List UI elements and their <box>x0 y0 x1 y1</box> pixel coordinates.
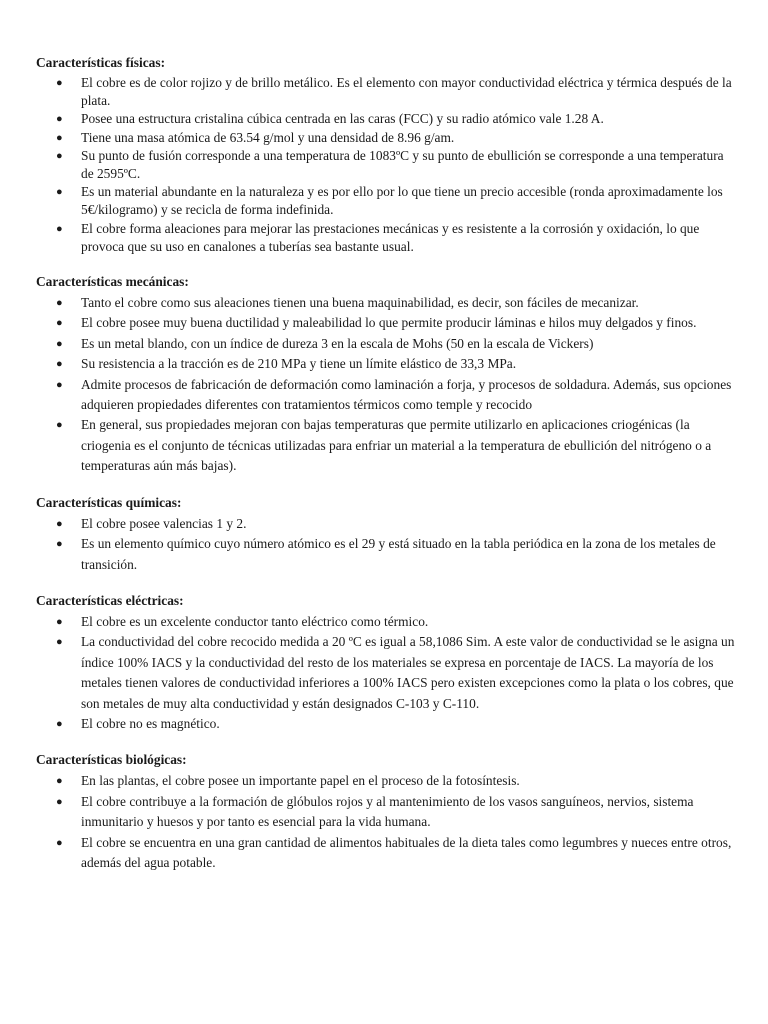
bullet-icon: ● <box>56 419 63 432</box>
section-caracteristicas-mecanicas <box>36 273 736 477</box>
list-item <box>36 147 736 183</box>
list-item <box>36 514 736 534</box>
list-item-text: El cobre contribuye a la formación de glóbulos rojos y al mantenimiento de los vasos sanguíneos, nervios, sistema inmunitario y huesos y por tanto es esencial para la vida humana. <box>81 793 694 830</box>
list-item-text: El cobre es de color rojizo y de brillo metálico. Es el elemento con mayor conductividad eléctrica y térmica después de la plata. <box>81 75 732 109</box>
bullet-list <box>36 612 736 734</box>
list-item <box>36 632 736 714</box>
bullet-icon: ● <box>56 775 63 788</box>
bullet-list <box>36 514 736 575</box>
bullet-icon: ● <box>56 297 63 310</box>
list-item <box>36 220 736 256</box>
document-body <box>36 54 736 890</box>
bullet-icon: ● <box>56 378 63 391</box>
list-item-text: Su resistencia a la tracción es de 210 MPa y tiene un límite elástico de 33,3 MPa. <box>81 356 517 372</box>
bullet-icon: ● <box>56 717 63 730</box>
list-item <box>36 129 736 147</box>
list-item-text: Es un elemento químico cuyo número atómico es el 29 y está situado en la tabla periódica en la zona de los metales de transición. <box>81 536 716 572</box>
bullet-icon: ● <box>56 186 63 199</box>
list-item <box>36 183 736 219</box>
list-item-text: En general, sus propiedades mejoran con bajas temperaturas que permite utilizarlo en aplicaciones criogénicas (la criogenia es el conjunto de técnicas utilizadas para enfriar un material a la temperatura de ebullición del nitrógeno o a temperaturas aún más bajas). <box>81 417 712 474</box>
section-caracteristicas-biologicas <box>36 751 736 873</box>
section-heading: Características químicas: <box>36 494 182 510</box>
bullet-icon: ● <box>56 337 63 350</box>
list-item-text: Es un material abundante en la naturaleza y es por ello por lo que tiene un precio accesible (ronda aproximadamente los 5€/kilogramo) y se recicla de forma indefinida. <box>81 184 723 218</box>
bullet-icon: ● <box>56 149 63 162</box>
list-item <box>36 771 736 791</box>
bullet-icon: ● <box>56 77 63 89</box>
list-item-text: El cobre se encuentra en una gran cantidad de alimentos habituales de la dieta tales como legumbres y nueces entre otros, además del agua potable. <box>81 834 732 870</box>
bullet-icon: ● <box>56 113 63 126</box>
bullet-icon: ● <box>56 538 63 551</box>
bullet-list <box>36 74 736 256</box>
list-item-text: Posee una estructura cristalina cúbica centrada en las caras (FCC) y su radio atómico vale 1.28 A. <box>81 111 604 127</box>
bullet-icon: ● <box>56 836 63 849</box>
list-item <box>36 612 736 632</box>
bullet-icon: ● <box>56 222 63 235</box>
list-item <box>36 334 736 354</box>
list-item-text: Tanto el cobre como sus aleaciones tienen una buena maquinabilidad, es decir, son fáciles de mecanizar. <box>81 295 639 311</box>
list-item-text: Su punto de fusión corresponde a una temperatura de 1083ºC y su punto de ebullición se corresponde a una temperatura de 2595ºC. <box>81 147 724 182</box>
list-item-text: La conductividad del cobre recocido medida a 20 ºC es igual a 58,1086 Sim. A este valor de conductividad se le asigna un índice 100% IACS y la conductividad del resto de los materiales se expresa en porcentaje de IACS. La mayoría de los metales tienen valores de conductividad inferiores a 100% IACS pero existen excepciones como la plata o los cobres, que son metales de muy alta conductividad y están designados C-103 y C-110. <box>81 634 735 711</box>
list-item-text: Tiene una masa atómica de 63.54 g/mol y una densidad de 8.96 g/am. <box>81 129 455 145</box>
list-item-text: Admite procesos de fabricación de deformación como laminación a forja, y procesos de soldadura. Además, sus opciones adquieren propiedades diferentes con tratamientos térmicos como temple y recocido <box>81 376 732 413</box>
list-item <box>36 534 736 575</box>
bullet-list <box>36 293 736 477</box>
list-item <box>36 833 736 874</box>
list-item <box>36 714 736 734</box>
list-item <box>36 354 736 374</box>
list-item-text: En las plantas, el cobre posee un importante papel en el proceso de la fotosíntesis. <box>81 773 520 789</box>
list-item <box>36 110 736 128</box>
bullet-icon: ● <box>56 636 63 649</box>
list-item-text: El cobre es un excelente conductor tanto eléctrico como térmico. <box>81 613 429 629</box>
list-item <box>36 74 736 110</box>
bullet-icon: ● <box>56 517 63 530</box>
section-caracteristicas-quimicas <box>36 494 736 575</box>
list-item-text: Es un metal blando, con un índice de dureza 3 en la escala de Mohs (50 en la escala de Vickers) <box>81 335 594 351</box>
bullet-icon: ● <box>56 358 63 371</box>
bullet-icon: ● <box>56 615 63 628</box>
bullet-list <box>36 771 736 873</box>
list-item <box>36 313 736 333</box>
list-item <box>36 375 736 416</box>
bullet-icon: ● <box>56 131 63 144</box>
section-heading: Características biológicas: <box>36 752 187 768</box>
list-item-text: El cobre posee muy buena ductilidad y maleabilidad lo que permite producir láminas e hilos muy delgados y finos. <box>81 315 697 331</box>
list-item-text: El cobre forma aleaciones para mejorar las prestaciones mecánicas y es resistente a la corrosión y oxidación, lo que provoca que su uso en canalones a tuberías sea bastante usual. <box>81 220 700 254</box>
section-heading: Características mecánicas: <box>36 274 189 290</box>
section-caracteristicas-electricas <box>36 592 736 734</box>
section-heading: Características eléctricas: <box>36 592 184 608</box>
list-item <box>36 792 736 833</box>
list-item <box>36 293 736 313</box>
section-heading: Características físicas: <box>36 55 166 70</box>
bullet-icon: ● <box>56 317 63 330</box>
section-caracteristicas-fisicas <box>36 54 736 256</box>
list-item <box>36 415 736 476</box>
bullet-icon: ● <box>56 795 63 808</box>
list-item-text: El cobre no es magnético. <box>81 715 220 731</box>
list-item-text: El cobre posee valencias 1 y 2. <box>81 515 247 531</box>
